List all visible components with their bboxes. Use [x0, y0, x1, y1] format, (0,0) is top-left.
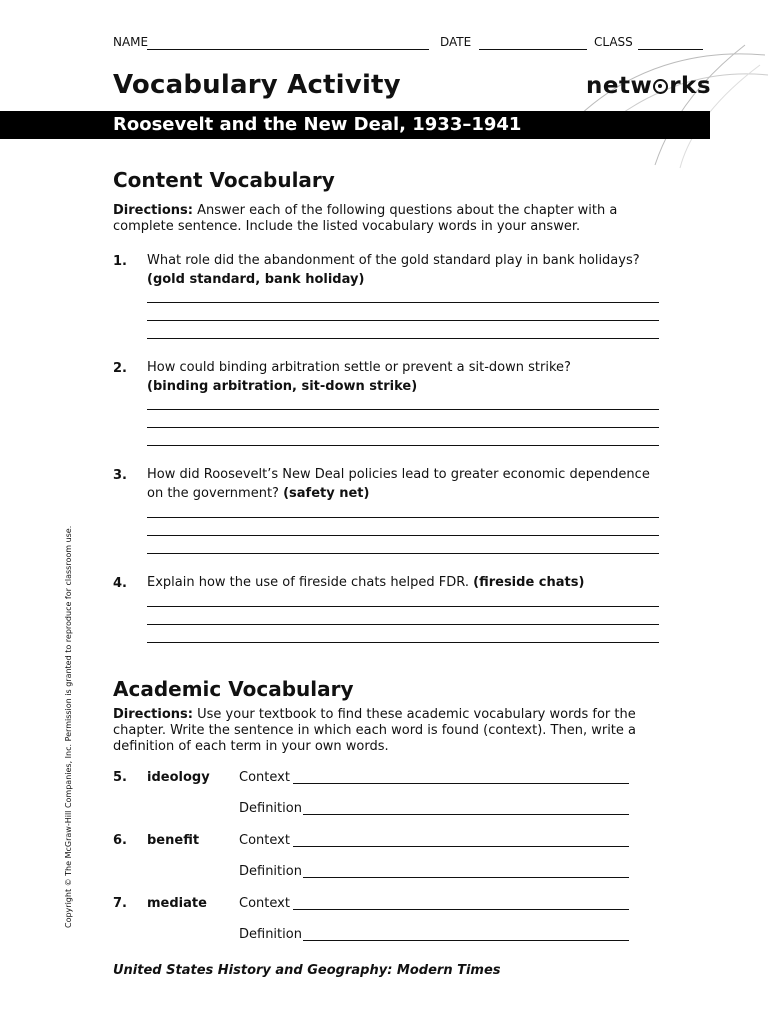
- context-line[interactable]: [293, 783, 629, 784]
- question-number: 3.: [113, 468, 127, 483]
- answer-line[interactable]: [147, 409, 659, 410]
- answer-line[interactable]: [147, 642, 659, 643]
- question-number: 4.: [113, 576, 127, 591]
- context-line[interactable]: [293, 846, 629, 847]
- answer-line[interactable]: [147, 427, 659, 428]
- vocab-word: benefit: [147, 833, 200, 848]
- page-title: Vocabulary Activity: [113, 70, 401, 100]
- content-directions: Directions: Answer each of the following questions about the chapter with a complete sentence. Include the listed vocabulary words in your answer.: [113, 203, 618, 234]
- vocab-word: ideology: [147, 770, 210, 785]
- date-label: DATE: [440, 35, 472, 49]
- definition-line[interactable]: [303, 940, 629, 941]
- academic-vocabulary-heading: Academic Vocabulary: [113, 677, 354, 701]
- item-number: 6.: [113, 833, 127, 848]
- context-label: Context: [239, 770, 290, 785]
- definition-label: Definition: [239, 927, 302, 942]
- question-number: 1.: [113, 254, 127, 269]
- definition-line[interactable]: [303, 877, 629, 878]
- chapter-title: Roosevelt and the New Deal, 1933–1941: [113, 114, 522, 135]
- definition-label: Definition: [239, 864, 302, 879]
- definition-label: Definition: [239, 801, 302, 816]
- copyright-notice: Copyright © The McGraw-Hill Companies, Inc. Permission is granted to reproduce for classroom use.: [64, 525, 73, 928]
- definition-line[interactable]: [303, 814, 629, 815]
- item-number: 5.: [113, 770, 127, 785]
- answer-line[interactable]: [147, 553, 659, 554]
- answer-line[interactable]: [147, 517, 659, 518]
- logo-o-icon: [653, 79, 668, 94]
- context-label: Context: [239, 896, 290, 911]
- footer-title: United States History and Geography: Modern Times: [113, 963, 501, 978]
- answer-line[interactable]: [147, 302, 659, 303]
- question-3-text: How did Roosevelt’s New Deal policies lead to greater economic dependence on the government? (safety net): [147, 467, 650, 501]
- answer-line[interactable]: [147, 624, 659, 625]
- answer-line[interactable]: [147, 535, 659, 536]
- question-2-text: How could binding arbitration settle or prevent a sit-down strike? (binding arbitration, sit-down strike): [147, 360, 571, 394]
- context-line[interactable]: [293, 909, 629, 910]
- item-number: 7.: [113, 896, 127, 911]
- question-4-text: Explain how the use of fireside chats helped FDR. (fireside chats): [147, 575, 585, 590]
- logo-decoration: [560, 40, 770, 170]
- context-label: Context: [239, 833, 290, 848]
- class-field[interactable]: [638, 48, 703, 50]
- academic-directions: Directions: Use your textbook to find these academic vocabulary words for the chapter. Write the sentence in which each word is found (context). Then, write a definition of each term in your own words.: [113, 707, 636, 754]
- question-number: 2.: [113, 361, 127, 376]
- date-field[interactable]: [479, 48, 587, 50]
- content-vocabulary-heading: Content Vocabulary: [113, 168, 335, 192]
- answer-line[interactable]: [147, 445, 659, 446]
- answer-line[interactable]: [147, 338, 659, 339]
- name-field[interactable]: [147, 48, 429, 50]
- networks-logo: netw rks: [586, 73, 712, 99]
- class-label: CLASS: [594, 35, 633, 49]
- question-1-text: What role did the abandonment of the gold standard play in bank holidays? (gold standard, bank holiday): [147, 253, 640, 287]
- vocab-word: mediate: [147, 896, 207, 911]
- name-label: NAME: [113, 35, 149, 49]
- answer-line[interactable]: [147, 606, 659, 607]
- answer-line[interactable]: [147, 320, 659, 321]
